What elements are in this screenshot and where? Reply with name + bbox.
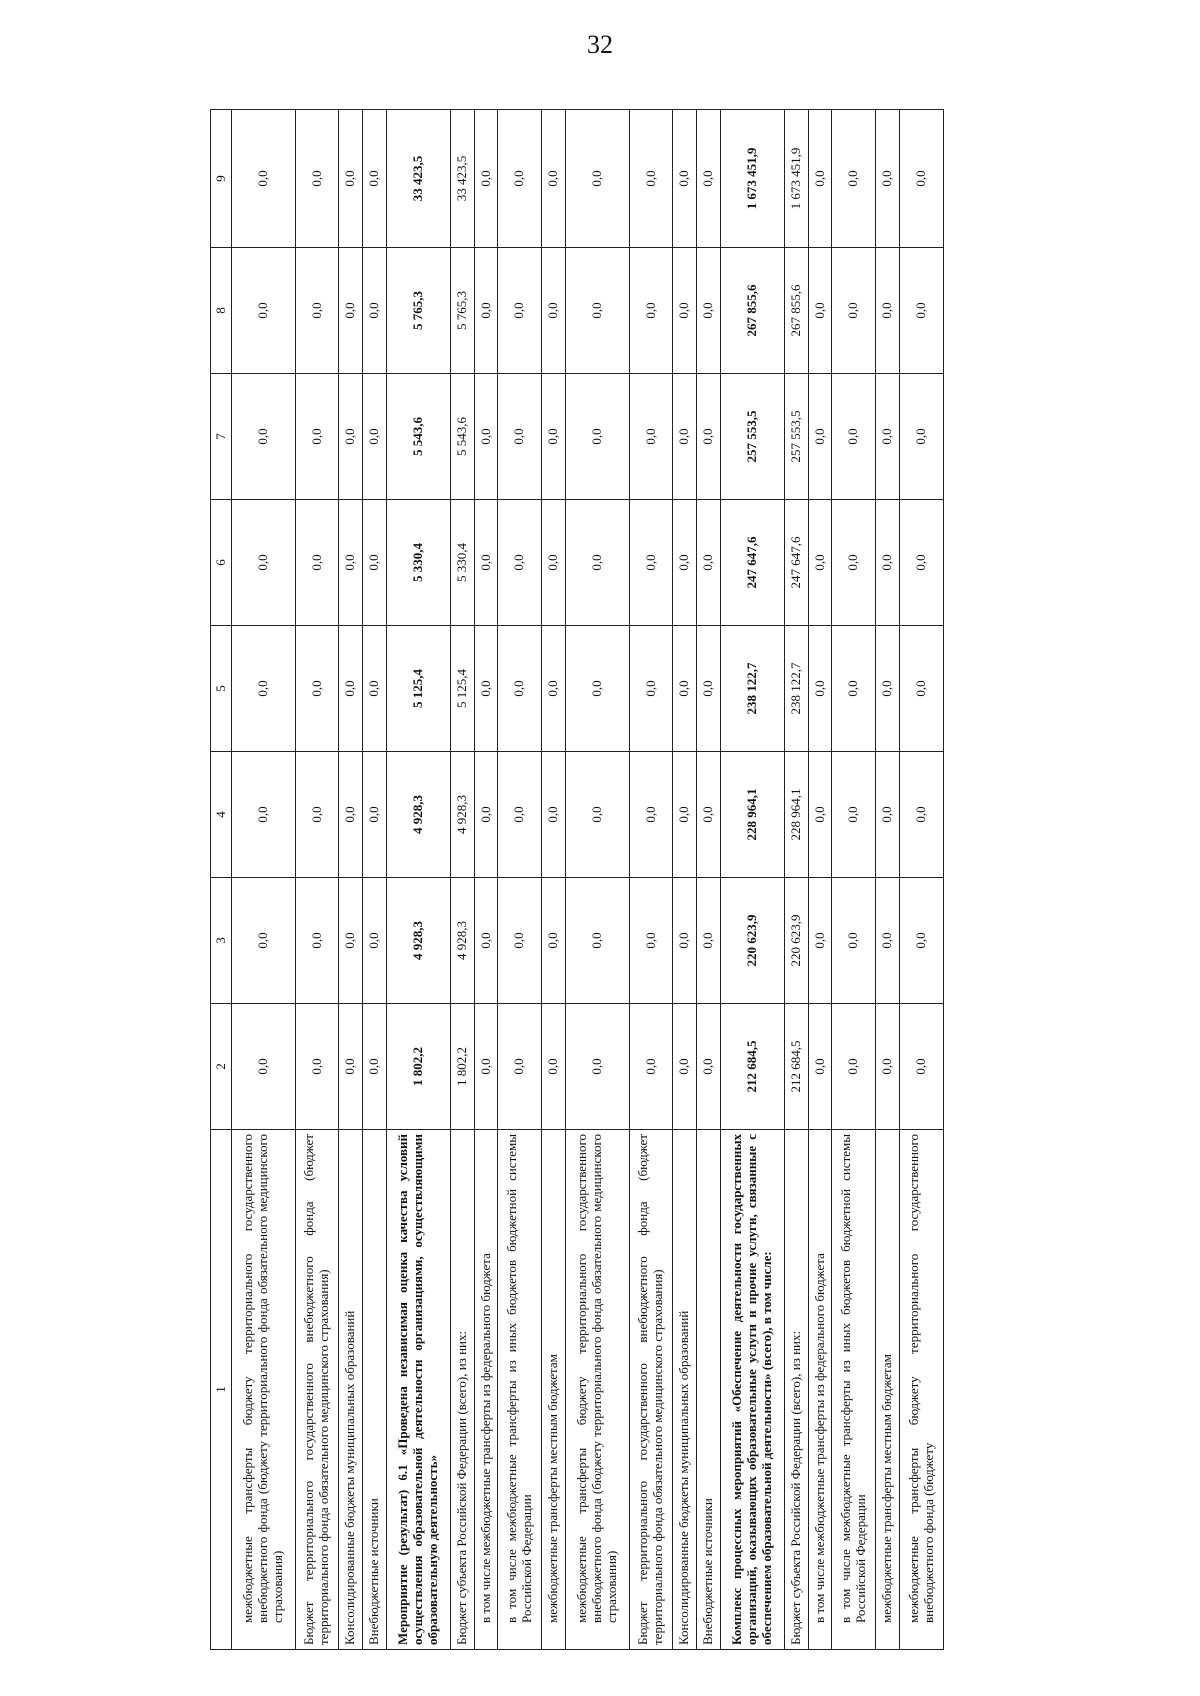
- value-cell: 0,0: [876, 752, 900, 878]
- value-cell: 0,0: [629, 110, 673, 248]
- value-cell: 247 647,6: [784, 500, 808, 626]
- value-cell: 0,0: [808, 248, 832, 374]
- value-cell: 0,0: [363, 1004, 387, 1130]
- value-cell: 5 765,3: [387, 248, 451, 374]
- row-label: в том числе межбюджетные трансферты из федерального бюджета: [808, 1130, 832, 1650]
- value-cell: 212 684,5: [784, 1004, 808, 1130]
- table-body: [232, 110, 944, 1650]
- value-cell: 0,0: [876, 878, 900, 1004]
- header-cell: 4: [211, 752, 232, 878]
- value-cell: 0,0: [876, 500, 900, 626]
- value-cell: 4 928,3: [450, 752, 474, 878]
- table-row: [900, 110, 944, 1650]
- value-cell: 5 330,4: [387, 500, 451, 626]
- value-cell: 0,0: [629, 500, 673, 626]
- row-label: Бюджет территориального государственного внебюджетного фонда (бюджет территориального фонда обязательного медицинского страхования): [629, 1130, 673, 1650]
- value-cell: 0,0: [697, 626, 721, 752]
- value-cell: 0,0: [542, 626, 566, 752]
- value-cell: 4 928,3: [387, 752, 451, 878]
- value-cell: 238 122,7: [721, 626, 785, 752]
- value-cell: 0,0: [673, 110, 697, 248]
- value-cell: 0,0: [474, 878, 498, 1004]
- table-row: [566, 110, 630, 1650]
- value-cell: 0,0: [697, 878, 721, 1004]
- value-cell: 0,0: [876, 110, 900, 248]
- value-cell: 212 684,5: [721, 1004, 785, 1130]
- value-cell: 0,0: [232, 626, 296, 752]
- value-cell: 0,0: [474, 626, 498, 752]
- value-cell: 0,0: [697, 374, 721, 500]
- header-cell: 3: [211, 878, 232, 1004]
- value-cell: 0,0: [232, 752, 296, 878]
- value-cell: 0,0: [295, 626, 339, 752]
- value-cell: 0,0: [498, 500, 542, 626]
- value-cell: 0,0: [295, 878, 339, 1004]
- value-cell: 0,0: [900, 374, 944, 500]
- value-cell: 0,0: [232, 1004, 296, 1130]
- value-cell: 0,0: [900, 626, 944, 752]
- row-label: Мероприятие (результат) 6.1 «Проведена независимая оценка качества условий осуществления образовательной деятельности организациями, осуществляющими образовательную деятельность»: [387, 1130, 451, 1650]
- value-cell: 5 765,3: [450, 248, 474, 374]
- value-cell: 0,0: [232, 248, 296, 374]
- value-cell: 0,0: [900, 248, 944, 374]
- value-cell: 228 964,1: [784, 752, 808, 878]
- value-cell: 33 423,5: [387, 110, 451, 248]
- value-cell: 0,0: [629, 1004, 673, 1130]
- value-cell: 0,0: [295, 752, 339, 878]
- row-label: в том числе межбюджетные трансферты из иных бюджетов бюджетной системы Российской Федерации: [832, 1130, 876, 1650]
- table-row: [673, 110, 697, 1650]
- header-cell: 7: [211, 374, 232, 500]
- value-cell: 0,0: [900, 878, 944, 1004]
- value-cell: 0,0: [832, 374, 876, 500]
- value-cell: 0,0: [629, 878, 673, 1004]
- value-cell: 5 543,6: [450, 374, 474, 500]
- value-cell: 0,0: [876, 1004, 900, 1130]
- value-cell: 0,0: [295, 110, 339, 248]
- value-cell: 5 330,4: [450, 500, 474, 626]
- value-cell: 0,0: [832, 110, 876, 248]
- value-cell: 0,0: [542, 878, 566, 1004]
- table-row: [387, 110, 451, 1650]
- row-label: Комплекс процессных мероприятий «Обеспечение деятельности государственных организаций, оказывающих образовательные услуги и прочие услуги, связанные с обеспечением образовательной деятельности» (всего), в том числе:: [721, 1130, 785, 1650]
- value-cell: 1 673 451,9: [784, 110, 808, 248]
- value-cell: 1 673 451,9: [721, 110, 785, 248]
- value-cell: 0,0: [697, 110, 721, 248]
- row-label: в том числе межбюджетные трансферты из иных бюджетов бюджетной системы Российской Федерации: [498, 1130, 542, 1650]
- value-cell: 0,0: [808, 878, 832, 1004]
- value-cell: 228 964,1: [721, 752, 785, 878]
- header-cell: 6: [211, 500, 232, 626]
- header-cell: 1: [211, 1130, 232, 1650]
- value-cell: 0,0: [673, 752, 697, 878]
- value-cell: 0,0: [876, 248, 900, 374]
- value-cell: 0,0: [566, 374, 630, 500]
- value-cell: 0,0: [474, 374, 498, 500]
- value-cell: 0,0: [566, 752, 630, 878]
- value-cell: 0,0: [542, 110, 566, 248]
- value-cell: 0,0: [232, 500, 296, 626]
- value-cell: 0,0: [673, 374, 697, 500]
- table-row: [697, 110, 721, 1650]
- value-cell: 0,0: [629, 248, 673, 374]
- table-row: [232, 110, 296, 1650]
- row-label: межбюджетные трансферты местным бюджетам: [542, 1130, 566, 1650]
- row-label: Внебюджетные источники: [363, 1130, 387, 1650]
- value-cell: 0,0: [808, 626, 832, 752]
- value-cell: 0,0: [339, 626, 363, 752]
- value-cell: 0,0: [363, 374, 387, 500]
- value-cell: 238 122,7: [784, 626, 808, 752]
- value-cell: 0,0: [876, 374, 900, 500]
- page-number: 32: [587, 30, 613, 59]
- value-cell: 5 543,6: [387, 374, 451, 500]
- value-cell: 0,0: [697, 1004, 721, 1130]
- value-cell: 0,0: [629, 626, 673, 752]
- value-cell: 257 553,5: [784, 374, 808, 500]
- value-cell: 0,0: [808, 500, 832, 626]
- value-cell: 0,0: [542, 500, 566, 626]
- value-cell: 0,0: [474, 110, 498, 248]
- row-label: в том числе межбюджетные трансферты из федерального бюджета: [474, 1130, 498, 1650]
- row-label: Бюджет территориального государственного внебюджетного фонда (бюджет территориального фонда обязательного медицинского страхования): [295, 1130, 339, 1650]
- value-cell: 0,0: [474, 752, 498, 878]
- value-cell: 0,0: [474, 1004, 498, 1130]
- value-cell: 0,0: [832, 248, 876, 374]
- value-cell: 0,0: [832, 500, 876, 626]
- value-cell: 0,0: [295, 248, 339, 374]
- table-row: [474, 110, 498, 1650]
- value-cell: 0,0: [232, 878, 296, 1004]
- value-cell: 0,0: [542, 248, 566, 374]
- value-cell: 0,0: [566, 878, 630, 1004]
- value-cell: 0,0: [673, 248, 697, 374]
- table-row: [498, 110, 542, 1650]
- row-label: Консолидированные бюджеты муниципальных образований: [673, 1130, 697, 1650]
- value-cell: 0,0: [339, 1004, 363, 1130]
- header-cell: 8: [211, 248, 232, 374]
- row-label: Бюджет субъекта Российской Федерации (всего), из них:: [450, 1130, 474, 1650]
- value-cell: 0,0: [673, 626, 697, 752]
- value-cell: 1 802,2: [450, 1004, 474, 1130]
- value-cell: 267 855,6: [784, 248, 808, 374]
- table-row: [542, 110, 566, 1650]
- value-cell: 0,0: [339, 500, 363, 626]
- value-cell: 0,0: [566, 1004, 630, 1130]
- table-row: [629, 110, 673, 1650]
- header-cell: 2: [211, 1004, 232, 1130]
- table-row: [339, 110, 363, 1650]
- value-cell: 0,0: [629, 752, 673, 878]
- value-cell: 0,0: [673, 1004, 697, 1130]
- value-cell: 0,0: [808, 1004, 832, 1130]
- value-cell: 0,0: [832, 878, 876, 1004]
- value-cell: 0,0: [363, 248, 387, 374]
- value-cell: 0,0: [697, 752, 721, 878]
- value-cell: 0,0: [808, 110, 832, 248]
- value-cell: 0,0: [900, 752, 944, 878]
- row-label: Внебюджетные источники: [697, 1130, 721, 1650]
- value-cell: 0,0: [339, 248, 363, 374]
- value-cell: 0,0: [876, 626, 900, 752]
- value-cell: 0,0: [629, 374, 673, 500]
- value-cell: 0,0: [566, 248, 630, 374]
- value-cell: 0,0: [566, 626, 630, 752]
- value-cell: 5 125,4: [387, 626, 451, 752]
- value-cell: 220 623,9: [721, 878, 785, 1004]
- table-row: [721, 110, 785, 1650]
- value-cell: 0,0: [498, 878, 542, 1004]
- value-cell: 0,0: [900, 110, 944, 248]
- value-cell: 5 125,4: [450, 626, 474, 752]
- value-cell: 0,0: [498, 752, 542, 878]
- value-cell: 0,0: [808, 752, 832, 878]
- row-label: межбюджетные трансферты бюджету территориального государственного внебюджетного фонда (бюджету: [900, 1130, 944, 1650]
- value-cell: 0,0: [498, 626, 542, 752]
- value-cell: 0,0: [339, 374, 363, 500]
- value-cell: 0,0: [363, 500, 387, 626]
- value-cell: 0,0: [832, 752, 876, 878]
- row-label: межбюджетные трансферты бюджету территориального государственного внебюджетного фонда (бюджету территориального фонда обязательного медицинского страхования): [566, 1130, 630, 1650]
- row-label: межбюджетные трансферты местным бюджетам: [876, 1130, 900, 1650]
- value-cell: 0,0: [697, 500, 721, 626]
- value-cell: 0,0: [339, 110, 363, 248]
- value-cell: 0,0: [363, 626, 387, 752]
- value-cell: 247 647,6: [721, 500, 785, 626]
- value-cell: 0,0: [566, 110, 630, 248]
- value-cell: 0,0: [474, 248, 498, 374]
- value-cell: 0,0: [363, 110, 387, 248]
- value-cell: 257 553,5: [721, 374, 785, 500]
- header-cell: 5: [211, 626, 232, 752]
- value-cell: 0,0: [498, 374, 542, 500]
- value-cell: 0,0: [697, 248, 721, 374]
- value-cell: 220 623,9: [784, 878, 808, 1004]
- value-cell: 33 423,5: [450, 110, 474, 248]
- value-cell: 0,0: [295, 374, 339, 500]
- value-cell: 1 802,2: [387, 1004, 451, 1130]
- table-row: [784, 110, 808, 1650]
- value-cell: 0,0: [498, 1004, 542, 1130]
- row-label: межбюджетные трансферты бюджету территориального государственного внебюджетного фонда (бюджету территориального фонда обязательного медицинского страхования): [232, 1130, 296, 1650]
- value-cell: 0,0: [900, 1004, 944, 1130]
- table-row: [450, 110, 474, 1650]
- value-cell: 0,0: [295, 1004, 339, 1130]
- value-cell: 0,0: [363, 752, 387, 878]
- value-cell: 0,0: [232, 110, 296, 248]
- value-cell: 0,0: [542, 752, 566, 878]
- value-cell: 0,0: [832, 626, 876, 752]
- value-cell: 0,0: [498, 110, 542, 248]
- header-row: [211, 110, 232, 1650]
- value-cell: 0,0: [474, 500, 498, 626]
- value-cell: 0,0: [900, 500, 944, 626]
- value-cell: 0,0: [673, 878, 697, 1004]
- value-cell: 0,0: [808, 374, 832, 500]
- value-cell: 0,0: [363, 878, 387, 1004]
- value-cell: 4 928,3: [387, 878, 451, 1004]
- table-row: [876, 110, 900, 1650]
- budget-table: [210, 109, 944, 1650]
- value-cell: 0,0: [566, 500, 630, 626]
- value-cell: 0,0: [339, 752, 363, 878]
- value-cell: 4 928,3: [450, 878, 474, 1004]
- value-cell: 0,0: [542, 374, 566, 500]
- table-row: [363, 110, 387, 1650]
- value-cell: 0,0: [542, 1004, 566, 1130]
- table-row: [832, 110, 876, 1650]
- value-cell: 0,0: [498, 248, 542, 374]
- table-row: [808, 110, 832, 1650]
- value-cell: 0,0: [339, 878, 363, 1004]
- rotated-table-wrapper: [210, 110, 944, 1650]
- table-row: [295, 110, 339, 1650]
- value-cell: 0,0: [232, 374, 296, 500]
- header-cell: 9: [211, 110, 232, 248]
- value-cell: 0,0: [832, 1004, 876, 1130]
- row-label: Консолидированные бюджеты муниципальных образований: [339, 1130, 363, 1650]
- row-label: Бюджет субъекта Российской Федерации (всего), из них:: [784, 1130, 808, 1650]
- value-cell: 0,0: [673, 500, 697, 626]
- value-cell: 267 855,6: [721, 248, 785, 374]
- value-cell: 0,0: [295, 500, 339, 626]
